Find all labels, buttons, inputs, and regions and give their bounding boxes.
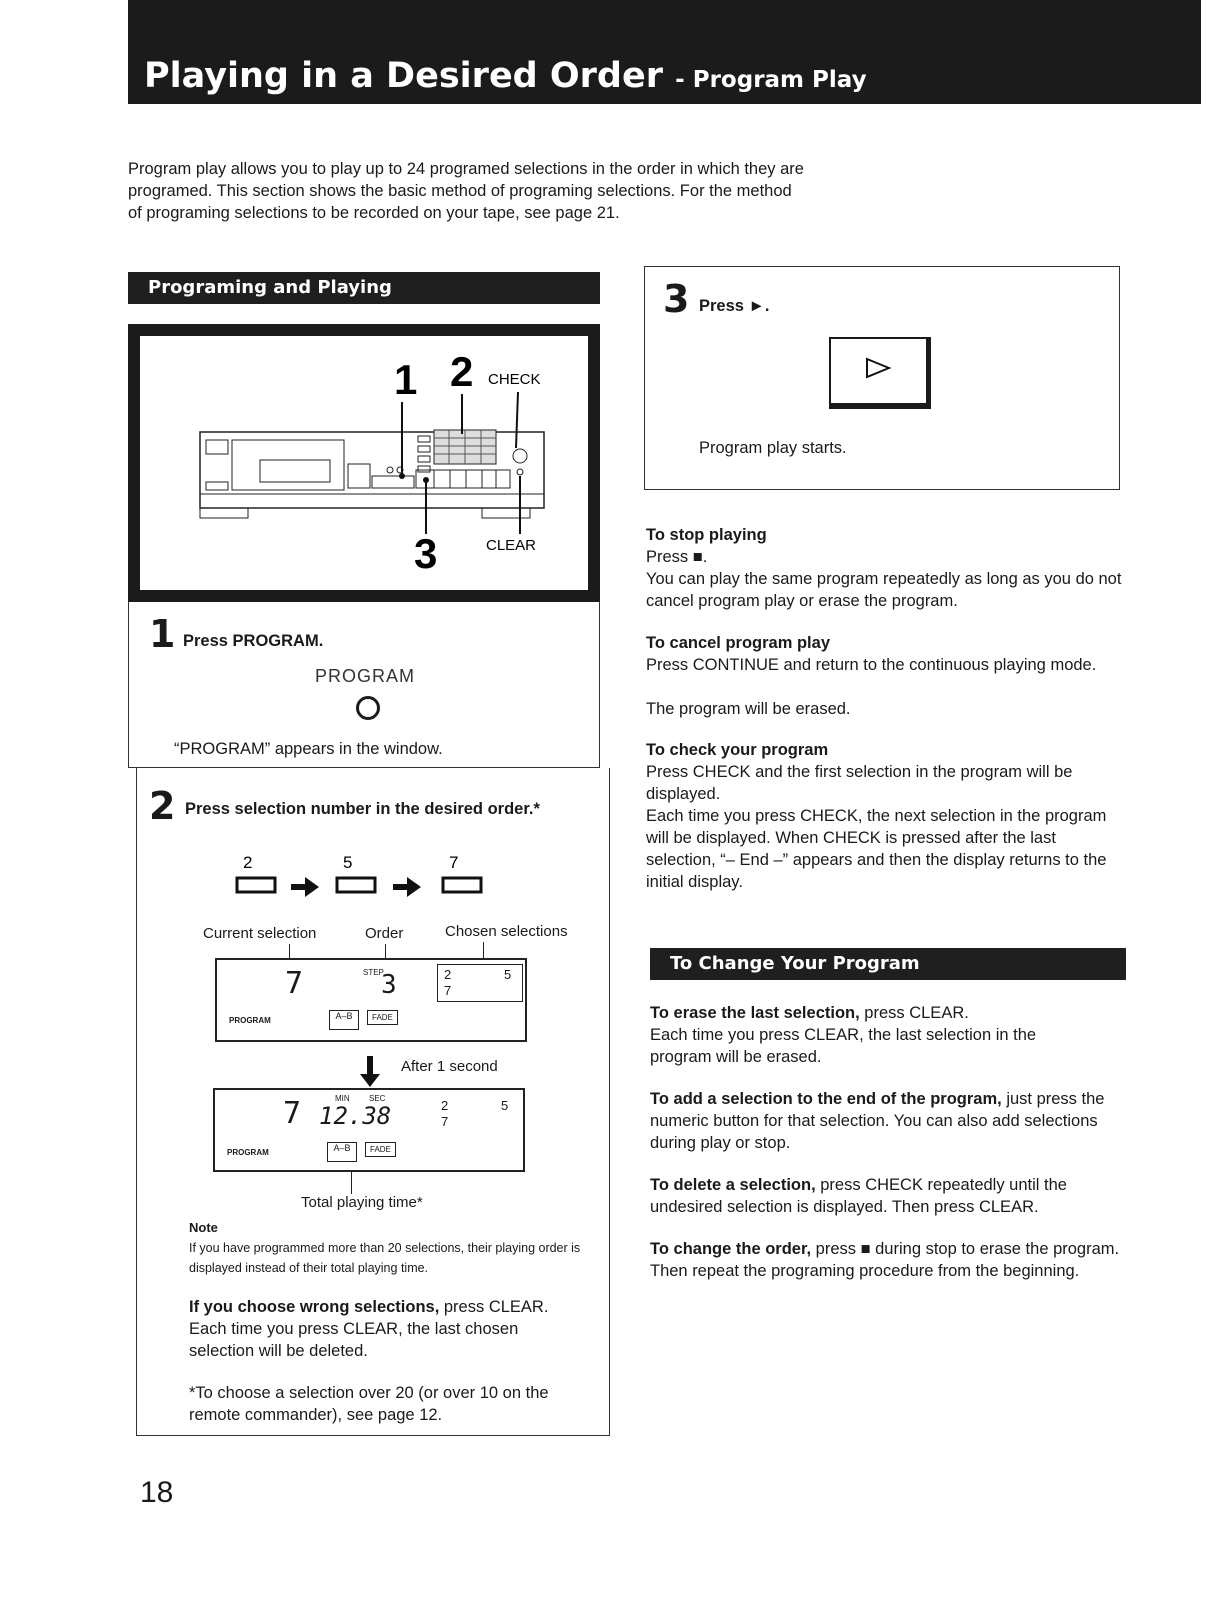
footnote: *To choose a selection over 20 (or over 10 on the remote commander), see page 12. — [189, 1384, 549, 1424]
check-text: Press CHECK and the first selection in the program will be displayed. — [646, 763, 1073, 803]
stop-title: To stop playing — [646, 526, 767, 544]
wrong-selection-bold: If you choose wrong selections, — [189, 1298, 440, 1316]
erase-bold: To erase the last selection, — [650, 1004, 860, 1022]
step-1-number: 1 — [149, 612, 176, 656]
cancel-title: To cancel program play — [646, 634, 830, 652]
leader-chosen — [483, 942, 484, 958]
note-text: If you have programmed more than 20 selections, their playing order is displayed instead of their total playing time. — [189, 1241, 581, 1275]
wrong-selection-rest: press CLEAR. — [439, 1298, 549, 1316]
title-text: Playing in a Desired Order — [144, 56, 663, 96]
play-icon — [865, 357, 891, 379]
callout-1: 1 — [394, 356, 418, 403]
step-1-result: “PROGRAM” appears in the window. — [174, 740, 443, 758]
down-arrow-icon — [359, 1056, 381, 1088]
callout-clear-label: CLEAR — [486, 537, 537, 554]
add-bold: To add a selection to the end of the program, — [650, 1090, 1002, 1108]
erase-rest: press CLEAR. — [859, 1004, 969, 1022]
leader-total-time — [351, 1172, 352, 1194]
step-3-result: Program play starts. — [699, 439, 847, 457]
label-total-playing-time: Total playing time* — [301, 1194, 423, 1211]
step-3-title: Press ►. — [699, 297, 770, 315]
label-current-selection: Current selection — [203, 925, 317, 942]
delete-bold: To delete a selection, — [650, 1176, 816, 1194]
seq-key-7: 7 — [449, 853, 459, 872]
add-rest: just press the numeric button for that selection. You can also add selections during play or stop. — [650, 1090, 1105, 1152]
device-diagram-frame — [128, 324, 600, 602]
wrong-selection-heading — [189, 1296, 589, 1318]
lcd2-chosen-3: 7 — [441, 1114, 449, 1129]
seq-key-2: 2 — [243, 853, 253, 872]
lcd-display-2 — [213, 1088, 525, 1172]
delete-rest: press CHECK repeatedly until the undesired selection is displayed. Then press CLEAR. — [650, 1176, 1067, 1216]
stop-line1: Press ■. — [646, 548, 708, 566]
step-2-title: Press selection number in the desired order.* — [185, 800, 540, 818]
check-title: To check your program — [646, 741, 829, 759]
lcd2-fade-indicator: FADE — [365, 1142, 396, 1157]
callout-check-label: CHECK — [488, 371, 541, 388]
lcd1-chosen-grid — [437, 964, 523, 1002]
add-paragraph — [650, 1088, 1120, 1154]
lcd2-program-indicator: PROGRAM — [227, 1148, 269, 1157]
lcd2-min-label: MIN — [335, 1094, 350, 1103]
section-header-programing: Programing and Playing — [128, 272, 600, 304]
step-3-box — [644, 266, 1120, 490]
lcd1-chosen-3: 7 — [444, 983, 452, 998]
leader-current — [289, 944, 290, 958]
step-1-box — [128, 602, 600, 768]
lcd2-chosen-2: 5 — [501, 1098, 509, 1113]
note-title: Note — [189, 1220, 218, 1235]
lcd-display-1 — [215, 958, 527, 1042]
change-order-bold: To change the order, — [650, 1240, 812, 1258]
play-button[interactable] — [829, 337, 931, 409]
lcd2-track: 7 — [283, 1096, 302, 1131]
cd-player-illustration — [140, 336, 588, 590]
change-order-paragraph — [650, 1238, 1120, 1282]
page-number: 18 — [140, 1476, 174, 1509]
step-2-number: 2 — [149, 784, 176, 828]
leader-order — [385, 944, 386, 958]
cancel-text: Press CONTINUE and return to the continuous playing mode. — [646, 656, 1097, 674]
title-bar — [128, 0, 1201, 104]
page-title — [144, 56, 867, 96]
lcd1-chosen-1: 2 — [444, 967, 452, 982]
section-header-change-program: To Change Your Program — [650, 948, 1126, 980]
lcd2-sec-label: SEC — [369, 1094, 386, 1103]
lcd1-step-value: 3 — [381, 970, 397, 1000]
device-diagram — [140, 336, 588, 590]
wrong-selection-text: Each time you press CLEAR, the last chosen selection will be deleted. — [189, 1320, 519, 1360]
delete-paragraph — [650, 1174, 1120, 1218]
step-3-number: 3 — [663, 277, 690, 321]
intro-paragraph: Program play allows you to play up to 24 programed selections in the order in which they are programed. This section shows the basic method of programing selections. For the method of programing selections to be recorded on your tape, see page 21. — [128, 160, 804, 222]
lcd1-step-label: STEP — [363, 968, 384, 977]
callout-3: 3 — [414, 530, 438, 577]
lcd1-fade-indicator: FADE — [367, 1010, 398, 1025]
key-sequence — [227, 852, 507, 902]
label-chosen-selections: Chosen selections — [445, 923, 568, 940]
erase-heading — [650, 1002, 1126, 1024]
lcd1-track: 7 — [285, 966, 304, 1001]
lcd2-time: 12.38 — [319, 1102, 392, 1130]
label-order: Order — [365, 925, 404, 942]
lcd2-ab-icon: A–B — [327, 1142, 357, 1162]
callout-2: 2 — [450, 348, 474, 395]
lcd1-program-indicator: PROGRAM — [229, 1016, 271, 1025]
stop-text: You can play the same program repeatedly as long as you do not cancel program play or erase the program. — [646, 570, 1122, 610]
erase-text: Each time you press CLEAR, the last selection in the program will be erased. — [650, 1026, 1037, 1066]
change-order-rest: press ■ during stop to erase the program. Then repeat the programing procedure from the beginning. — [650, 1240, 1120, 1280]
check-text2: Each time you press CHECK, the next selection in the program will be displayed. When CHECK is pressed after the last selection, “– End –” appears and then the display returns to the initial display. — [646, 807, 1107, 891]
lcd1-ab-icon: A–B — [329, 1010, 359, 1030]
cancel-text2: The program will be erased. — [646, 700, 851, 718]
title-subtitle: - Program Play — [675, 67, 867, 93]
program-button-icon — [356, 696, 380, 720]
label-after-1-second: After 1 second — [401, 1058, 498, 1075]
lcd1-chosen-2: 5 — [504, 967, 512, 982]
program-button-label: PROGRAM — [315, 666, 416, 686]
seq-key-5: 5 — [343, 853, 353, 872]
lcd2-chosen-1: 2 — [441, 1098, 449, 1113]
step-2-box — [136, 768, 610, 1436]
step-1-title: Press PROGRAM. — [183, 632, 324, 650]
